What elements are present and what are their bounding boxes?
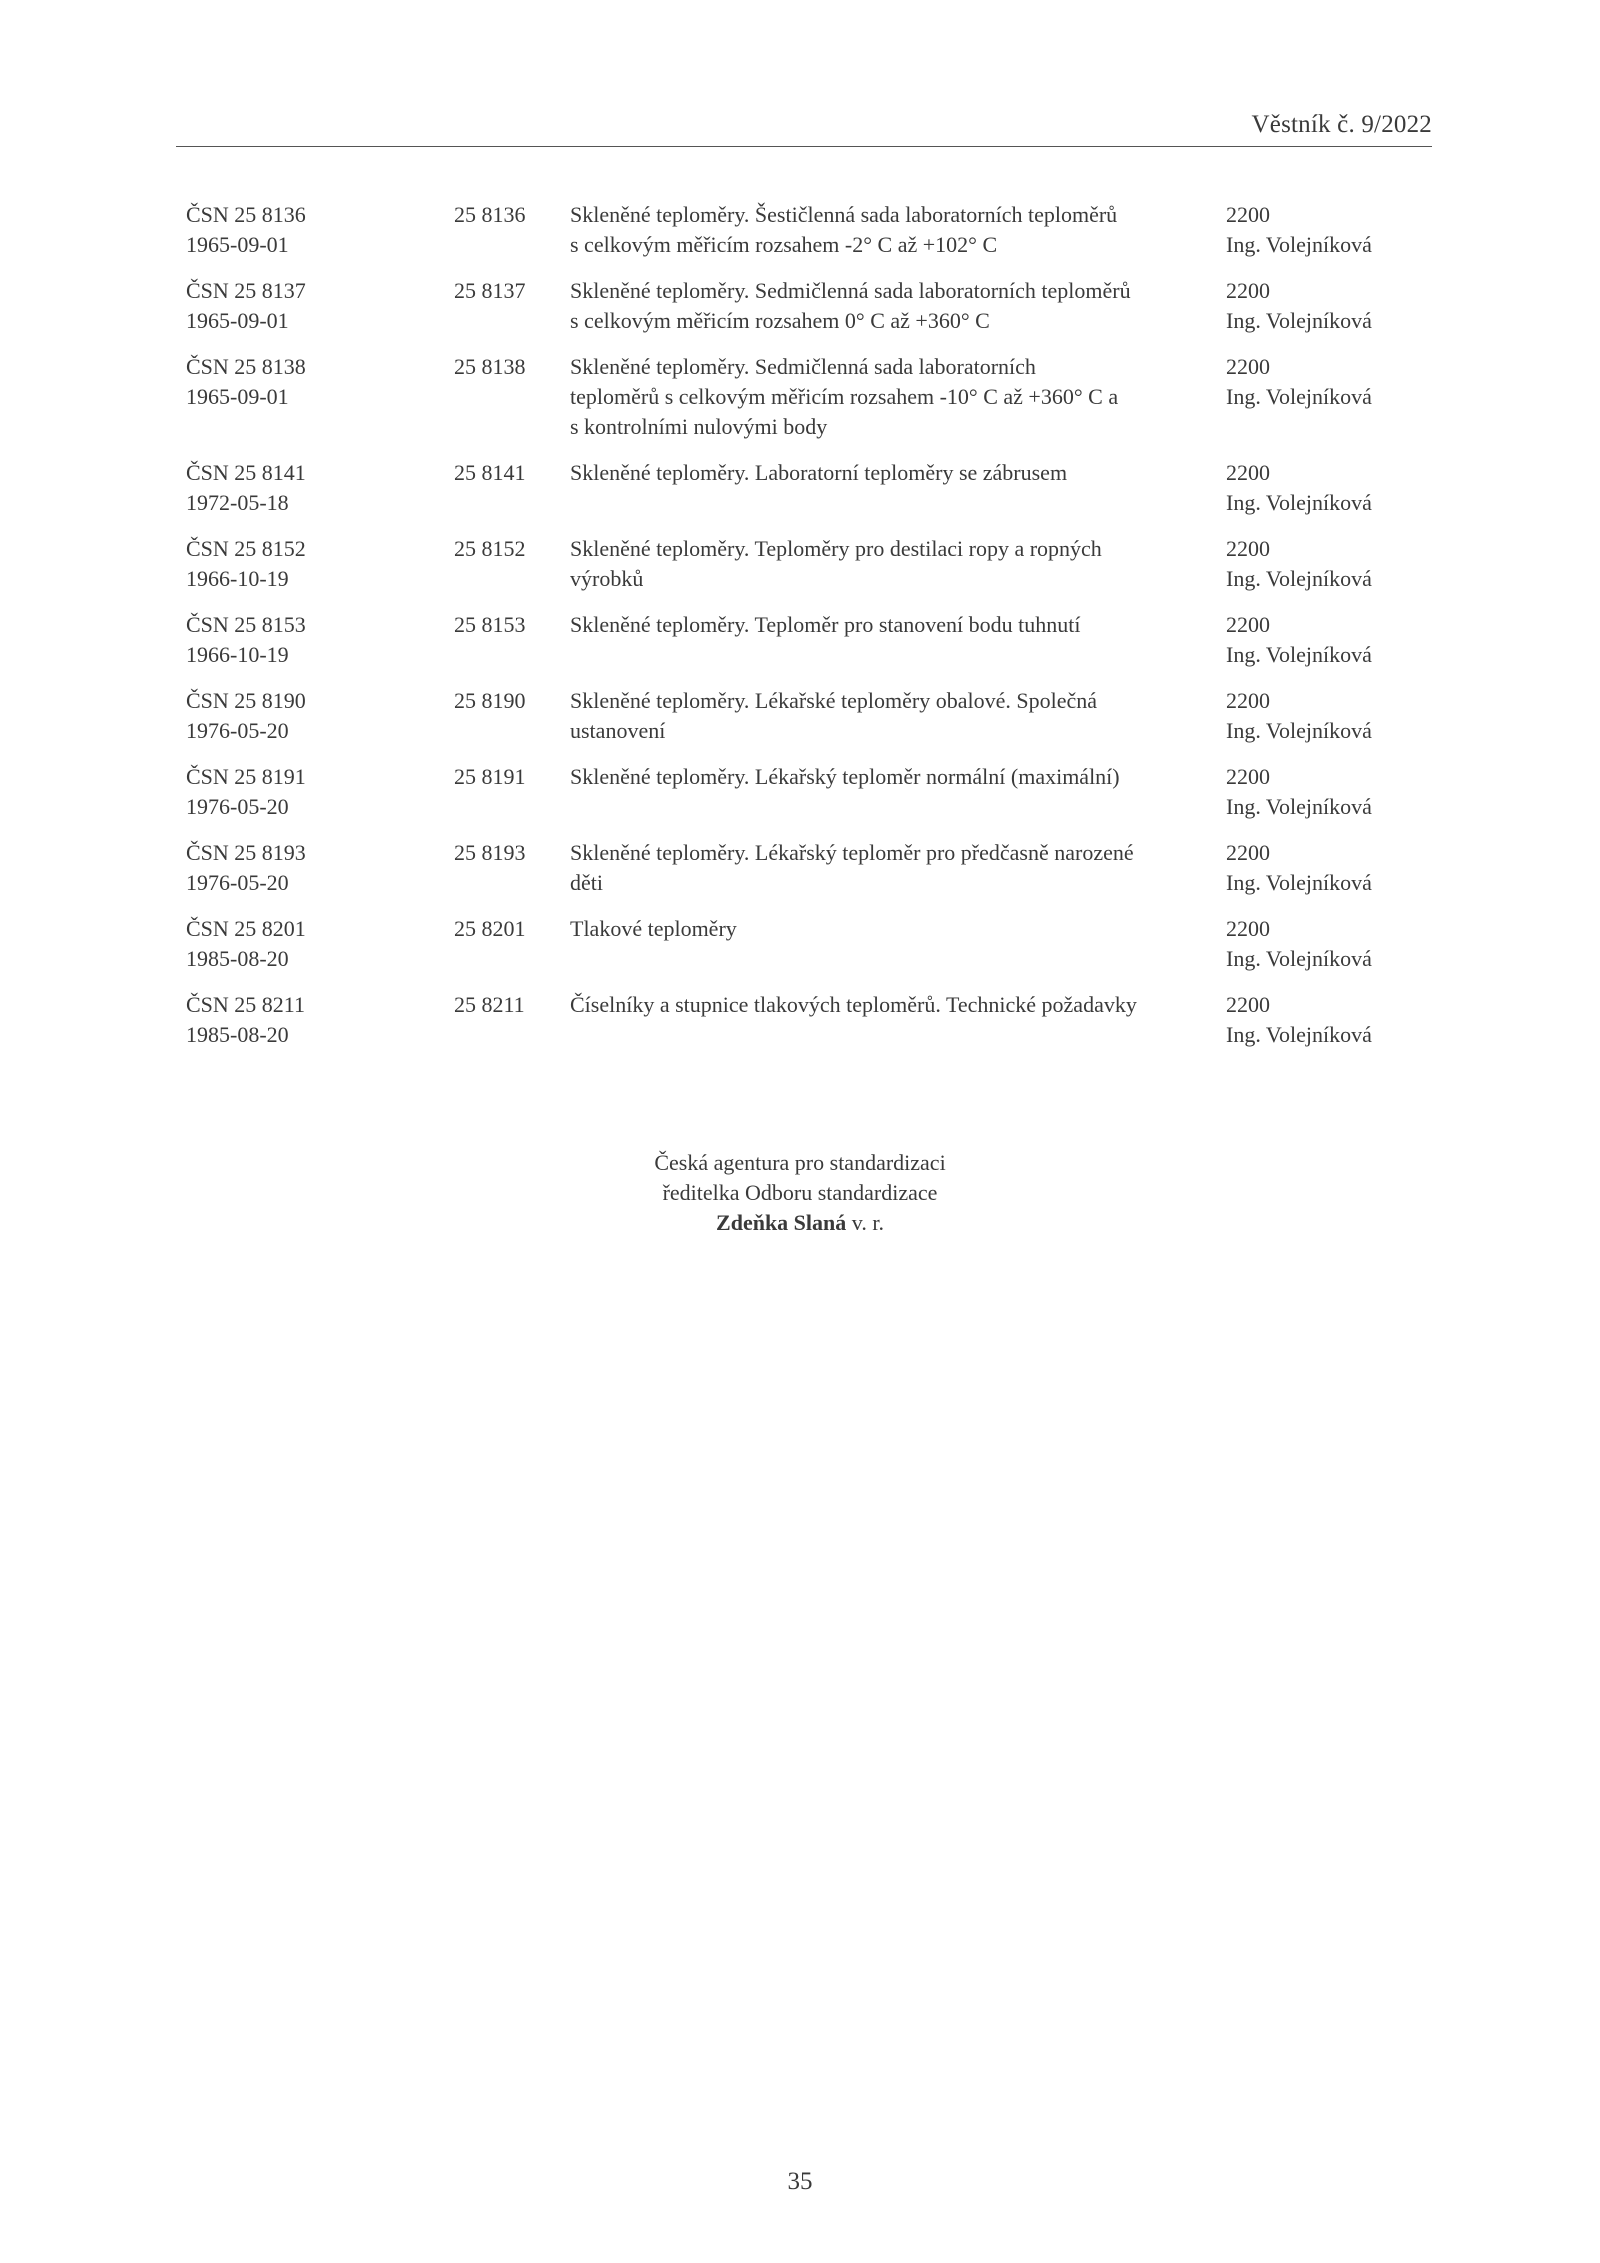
header-divider	[176, 146, 1432, 147]
contact-cell	[1226, 686, 1436, 746]
classification-code-cell	[454, 276, 570, 336]
signature-agency: Česká agentura pro standardizaci	[654, 1150, 946, 1175]
standard-title-cell	[570, 200, 1226, 260]
standard-title-line: Skleněné teploměry. Lékařské teploměry obalové. Společná	[570, 688, 1098, 713]
contact-cell	[1226, 276, 1436, 336]
responsible-person: Ing. Volejníková	[1226, 490, 1372, 515]
standard-title-line: s celkovým měřicím rozsahem 0° C až +360° C	[570, 308, 990, 333]
standard-number: ČSN 25 8153	[186, 612, 306, 637]
standard-number: ČSN 25 8137	[186, 278, 306, 303]
table-row	[186, 990, 1436, 1050]
standard-title-cell	[570, 534, 1226, 594]
standard-number: ČSN 25 8201	[186, 916, 306, 941]
responsible-person: Ing. Volejníková	[1226, 794, 1372, 819]
classification-code: 25 8136	[454, 202, 526, 227]
table-row	[186, 686, 1436, 746]
contact-cell	[1226, 838, 1436, 898]
standard-title-cell	[570, 610, 1226, 670]
table-row	[186, 352, 1436, 442]
table-row	[186, 458, 1436, 518]
standard-id-cell	[186, 610, 454, 670]
standards-table	[186, 200, 1436, 1066]
classification-code-cell	[454, 686, 570, 746]
standard-number: ČSN 25 8138	[186, 354, 306, 379]
classification-code: 25 8138	[454, 354, 526, 379]
table-row	[186, 610, 1436, 670]
standard-date: 1966-10-19	[186, 642, 289, 667]
standard-date: 1976-05-20	[186, 718, 289, 743]
standard-title-cell	[570, 352, 1226, 442]
code-value: 2200	[1226, 688, 1270, 713]
standard-title-line: Skleněné teploměry. Šestičlenná sada laboratorních teploměrů	[570, 202, 1118, 227]
standard-number: ČSN 25 8152	[186, 536, 306, 561]
standard-title-cell	[570, 838, 1226, 898]
code-value: 2200	[1226, 612, 1270, 637]
contact-cell	[1226, 352, 1436, 442]
standard-id-cell	[186, 458, 454, 518]
classification-code: 25 8141	[454, 460, 526, 485]
signature-name-line	[0, 1208, 1600, 1238]
standard-title-line: Skleněné teploměry. Teploměry pro destilaci ropy a ropných	[570, 536, 1102, 561]
classification-code-cell	[454, 990, 570, 1050]
classification-code: 25 8137	[454, 278, 526, 303]
standard-title-line: ustanovení	[570, 718, 666, 743]
responsible-person: Ing. Volejníková	[1226, 946, 1372, 971]
classification-code-cell	[454, 458, 570, 518]
standard-title-cell	[570, 276, 1226, 336]
signature-suffix: v. r.	[846, 1210, 884, 1235]
standard-title-cell	[570, 914, 1226, 974]
contact-cell	[1226, 534, 1436, 594]
table-row	[186, 200, 1436, 260]
standard-id-cell	[186, 352, 454, 442]
standard-id-cell	[186, 914, 454, 974]
signature-block	[0, 1148, 1600, 1238]
classification-code: 25 8211	[454, 992, 525, 1017]
standard-title-line: Skleněné teploměry. Lékařský teploměr pro předčasně narozené	[570, 840, 1134, 865]
code-value: 2200	[1226, 460, 1270, 485]
contact-cell	[1226, 762, 1436, 822]
standard-date: 1965-09-01	[186, 232, 289, 257]
standard-title-cell	[570, 990, 1226, 1050]
code-value: 2200	[1226, 202, 1270, 227]
code-value: 2200	[1226, 536, 1270, 561]
contact-cell	[1226, 610, 1436, 670]
classification-code-cell	[454, 610, 570, 670]
standard-date: 1976-05-20	[186, 794, 289, 819]
standard-title-line: Číselníky a stupnice tlakových teploměrů. Technické požadavky	[570, 992, 1137, 1017]
standard-title-cell	[570, 458, 1226, 518]
contact-cell	[1226, 200, 1436, 260]
classification-code: 25 8193	[454, 840, 526, 865]
standard-id-cell	[186, 534, 454, 594]
table-row	[186, 914, 1436, 974]
signature-role: ředitelka Odboru standardizace	[662, 1180, 938, 1205]
classification-code-cell	[454, 838, 570, 898]
responsible-person: Ing. Volejníková	[1226, 642, 1372, 667]
standard-number: ČSN 25 8141	[186, 460, 306, 485]
standard-title-line: teploměrů s celkovým měřicím rozsahem -10° C až +360° C a	[570, 384, 1119, 409]
standard-title-line: Skleněné teploměry. Lékařský teploměr normální (maximální)	[570, 764, 1120, 789]
standard-id-cell	[186, 276, 454, 336]
standard-number: ČSN 25 8190	[186, 688, 306, 713]
classification-code-cell	[454, 762, 570, 822]
standard-number: ČSN 25 8193	[186, 840, 306, 865]
standard-number: ČSN 25 8191	[186, 764, 306, 789]
classification-code: 25 8191	[454, 764, 526, 789]
classification-code: 25 8152	[454, 536, 526, 561]
responsible-person: Ing. Volejníková	[1226, 1022, 1372, 1047]
classification-code: 25 8190	[454, 688, 526, 713]
table-row	[186, 762, 1436, 822]
classification-code-cell	[454, 914, 570, 974]
standard-number: ČSN 25 8211	[186, 992, 305, 1017]
standard-title-line: Tlakové teploměry	[570, 916, 737, 941]
standard-title-line: Skleněné teploměry. Sedmičlenná sada laboratorních	[570, 354, 1036, 379]
standard-title-line: s celkovým měřicím rozsahem -2° C až +102° C	[570, 232, 998, 257]
responsible-person: Ing. Volejníková	[1226, 566, 1372, 591]
standard-title-line: Skleněné teploměry. Sedmičlenná sada laboratorních teploměrů	[570, 278, 1131, 303]
standard-title-line: děti	[570, 870, 603, 895]
responsible-person: Ing. Volejníková	[1226, 232, 1372, 257]
table-row	[186, 276, 1436, 336]
code-value: 2200	[1226, 354, 1270, 379]
standard-title-line: Skleněné teploměry. Laboratorní teploměry se zábrusem	[570, 460, 1068, 485]
standard-date: 1965-09-01	[186, 384, 289, 409]
standard-id-cell	[186, 838, 454, 898]
standard-id-cell	[186, 686, 454, 746]
standard-id-cell	[186, 762, 454, 822]
standard-number: ČSN 25 8136	[186, 202, 306, 227]
standard-date: 1966-10-19	[186, 566, 289, 591]
signature-name: Zdeňka Slaná	[716, 1210, 847, 1235]
classification-code-cell	[454, 200, 570, 260]
standard-date: 1965-09-01	[186, 308, 289, 333]
table-row	[186, 534, 1436, 594]
classification-code: 25 8201	[454, 916, 526, 941]
classification-code: 25 8153	[454, 612, 526, 637]
code-value: 2200	[1226, 278, 1270, 303]
standard-id-cell	[186, 200, 454, 260]
standard-date: 1976-05-20	[186, 870, 289, 895]
standard-date: 1985-08-20	[186, 1022, 289, 1047]
responsible-person: Ing. Volejníková	[1226, 384, 1372, 409]
table-row	[186, 838, 1436, 898]
standard-date: 1985-08-20	[186, 946, 289, 971]
standard-id-cell	[186, 990, 454, 1050]
contact-cell	[1226, 458, 1436, 518]
classification-code-cell	[454, 534, 570, 594]
contact-cell	[1226, 990, 1436, 1050]
page-number: 35	[787, 2168, 813, 2195]
standard-title-line: s kontrolními nulovými body	[570, 414, 828, 439]
page-header-title: Věstník č. 9/2022	[1251, 111, 1432, 138]
code-value: 2200	[1226, 916, 1270, 941]
standard-title-line: Skleněné teploměry. Teploměr pro stanovení bodu tuhnutí	[570, 612, 1081, 637]
standard-title-cell	[570, 686, 1226, 746]
code-value: 2200	[1226, 764, 1270, 789]
standard-title-line: výrobků	[570, 566, 644, 591]
standard-date: 1972-05-18	[186, 490, 289, 515]
responsible-person: Ing. Volejníková	[1226, 718, 1372, 743]
responsible-person: Ing. Volejníková	[1226, 870, 1372, 895]
classification-code-cell	[454, 352, 570, 442]
contact-cell	[1226, 914, 1436, 974]
standard-title-cell	[570, 762, 1226, 822]
responsible-person: Ing. Volejníková	[1226, 308, 1372, 333]
code-value: 2200	[1226, 840, 1270, 865]
code-value: 2200	[1226, 992, 1270, 1017]
